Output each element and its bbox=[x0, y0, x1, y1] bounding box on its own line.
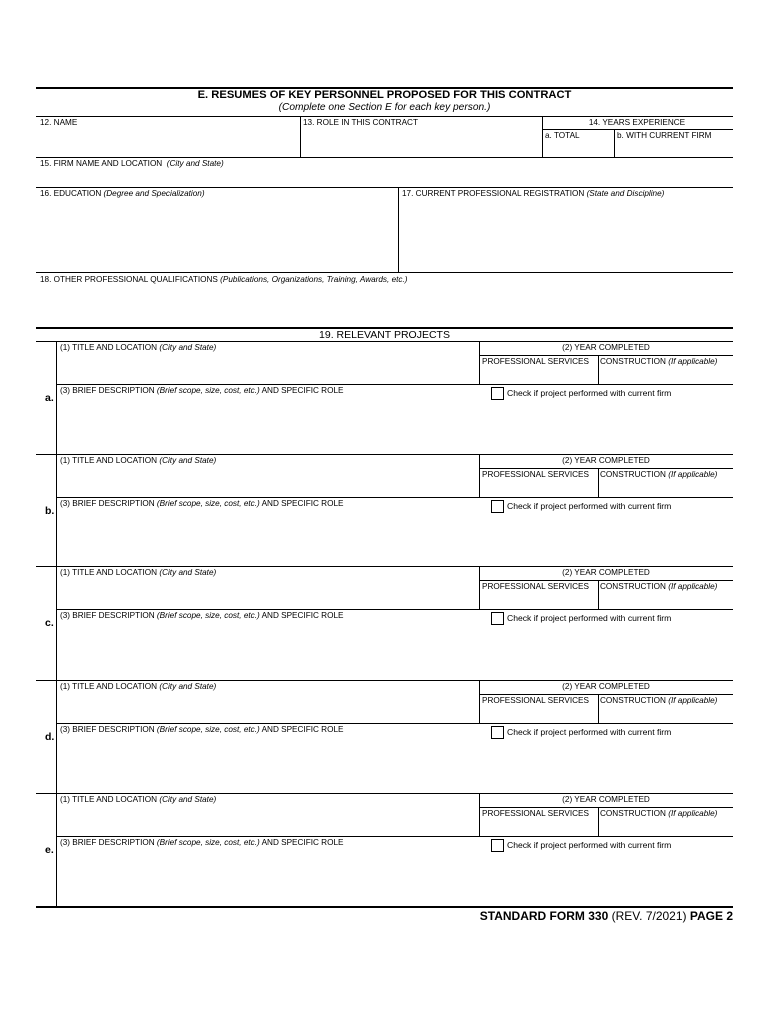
project-row-letter: a. bbox=[45, 392, 54, 404]
years-total-label: a. TOTAL bbox=[545, 131, 580, 140]
project-description-hint: (Brief scope, size, cost, etc.) bbox=[156, 725, 260, 734]
section-title: E. RESUMES OF KEY PERSONNEL PROPOSED FOR THIS CONTRACT bbox=[197, 89, 572, 101]
construction-year-field[interactable] bbox=[600, 707, 731, 722]
project-title-label bbox=[60, 795, 216, 805]
project-title-field[interactable] bbox=[58, 693, 476, 720]
construction-label-text: CONSTRUCTION bbox=[600, 696, 666, 705]
construction-hint: (If applicable) bbox=[668, 696, 718, 705]
project-title-label bbox=[60, 343, 216, 353]
construction-label bbox=[600, 470, 717, 480]
project-description-suffix: AND SPECIFIC ROLE bbox=[261, 386, 344, 395]
project-title-label-text: (1) TITLE AND LOCATION bbox=[60, 343, 158, 352]
name-label: 12. NAME bbox=[40, 118, 78, 127]
year-completed-label: (2) YEAR COMPLETED bbox=[562, 343, 650, 352]
project-title-field[interactable] bbox=[58, 467, 476, 494]
project-description-hint: (Brief scope, size, cost, etc.) bbox=[156, 499, 260, 508]
current-firm-check-label: Check if project performed with current firm bbox=[507, 388, 672, 398]
project-description-field[interactable] bbox=[58, 623, 731, 678]
construction-hint: (If applicable) bbox=[668, 357, 718, 366]
professional-services-label: PROFESSIONAL SERVICES bbox=[482, 470, 589, 479]
divider bbox=[56, 384, 733, 385]
form-footer: STANDARD FORM 330 (REV. 7/2021) PAGE 2 bbox=[479, 909, 733, 923]
construction-year-field[interactable] bbox=[600, 368, 731, 383]
divider bbox=[36, 341, 733, 342]
project-title-field[interactable] bbox=[58, 354, 476, 381]
project-description-field[interactable] bbox=[58, 737, 731, 791]
current-firm-check-label: Check if project performed with current firm bbox=[507, 727, 672, 737]
project-row-letter: d. bbox=[45, 731, 55, 743]
divider bbox=[479, 468, 733, 469]
current-firm-checkbox[interactable] bbox=[491, 612, 504, 625]
professional-services-year-field[interactable] bbox=[481, 820, 596, 835]
project-description-hint: (Brief scope, size, cost, etc.) bbox=[156, 838, 260, 847]
divider bbox=[598, 355, 599, 384]
divider bbox=[300, 116, 301, 157]
divider bbox=[598, 468, 599, 497]
project-title-label bbox=[60, 568, 216, 578]
current-firm-check-label: Check if project performed with current firm bbox=[507, 840, 672, 850]
registration-field[interactable] bbox=[400, 200, 731, 270]
divider bbox=[398, 187, 399, 272]
project-description-label bbox=[60, 386, 343, 396]
divider bbox=[36, 187, 733, 188]
project-description-suffix: AND SPECIFIC ROLE bbox=[261, 725, 344, 734]
project-description-label-text: (3) BRIEF DESCRIPTION bbox=[60, 838, 155, 847]
project-row-letter: c. bbox=[45, 617, 54, 629]
project-row-letter: e. bbox=[45, 844, 54, 856]
current-firm-checkbox[interactable] bbox=[491, 387, 504, 400]
project-title-label bbox=[60, 682, 216, 692]
years-experience-label: 14. YEARS EXPERIENCE bbox=[588, 118, 686, 127]
construction-label-text: CONSTRUCTION bbox=[600, 357, 666, 366]
construction-hint: (If applicable) bbox=[668, 809, 718, 818]
name-field[interactable] bbox=[38, 129, 298, 155]
year-completed-label: (2) YEAR COMPLETED bbox=[562, 456, 650, 465]
project-title-hint: (City and State) bbox=[159, 795, 217, 804]
current-firm-check-label: Check if project performed with current firm bbox=[507, 613, 672, 623]
project-row-divider bbox=[36, 454, 733, 455]
divider bbox=[479, 355, 733, 356]
divider bbox=[479, 807, 733, 808]
project-description-suffix: AND SPECIFIC ROLE bbox=[261, 499, 344, 508]
project-description-field[interactable] bbox=[58, 850, 731, 904]
project-title-hint: (City and State) bbox=[159, 682, 217, 691]
project-title-label-text: (1) TITLE AND LOCATION bbox=[60, 456, 158, 465]
current-firm-checkbox[interactable] bbox=[491, 726, 504, 739]
project-description-label bbox=[60, 725, 343, 735]
current-firm-checkbox[interactable] bbox=[491, 839, 504, 852]
construction-label-text: CONSTRUCTION bbox=[600, 809, 666, 818]
project-title-label-text: (1) TITLE AND LOCATION bbox=[60, 568, 158, 577]
divider bbox=[56, 497, 733, 498]
education-field[interactable] bbox=[38, 200, 396, 270]
divider bbox=[598, 807, 599, 836]
divider bbox=[479, 694, 733, 695]
project-description-hint: (Brief scope, size, cost, etc.) bbox=[156, 386, 260, 395]
year-completed-label: (2) YEAR COMPLETED bbox=[562, 568, 650, 577]
project-description-label-text: (3) BRIEF DESCRIPTION bbox=[60, 611, 155, 620]
project-description-field[interactable] bbox=[58, 511, 731, 564]
project-row-divider bbox=[36, 566, 733, 567]
professional-services-year-field[interactable] bbox=[481, 593, 596, 608]
other-qualifications-label: 18. OTHER PROFESSIONAL QUALIFICATIONS (Publications, Organizations, Training, Awards, etc.) bbox=[40, 275, 408, 284]
project-row-letter: b. bbox=[45, 505, 55, 517]
project-title-label-text: (1) TITLE AND LOCATION bbox=[60, 682, 158, 691]
construction-label-text: CONSTRUCTION bbox=[600, 582, 666, 591]
projects-heading: 19. RELEVANT PROJECTS bbox=[319, 329, 450, 341]
divider bbox=[542, 129, 733, 130]
professional-services-label: PROFESSIONAL SERVICES bbox=[482, 696, 589, 705]
project-description-label-text: (3) BRIEF DESCRIPTION bbox=[60, 725, 155, 734]
project-description-label bbox=[60, 838, 343, 848]
year-completed-label: (2) YEAR COMPLETED bbox=[562, 682, 650, 691]
construction-year-field[interactable] bbox=[600, 820, 731, 835]
section-subtitle: (Complete one Section E for each key person.) bbox=[278, 102, 491, 113]
current-firm-check-label: Check if project performed with current firm bbox=[507, 501, 672, 511]
project-title-field[interactable] bbox=[58, 806, 476, 833]
construction-label bbox=[600, 582, 717, 592]
professional-services-label: PROFESSIONAL SERVICES bbox=[482, 357, 589, 366]
construction-hint: (If applicable) bbox=[668, 582, 718, 591]
project-title-hint: (City and State) bbox=[159, 343, 217, 352]
years-current-firm-label: b. WITH CURRENT FIRM bbox=[617, 131, 712, 140]
project-description-hint: (Brief scope, size, cost, etc.) bbox=[156, 611, 260, 620]
professional-services-year-field[interactable] bbox=[481, 481, 596, 496]
construction-label bbox=[600, 809, 717, 819]
divider bbox=[36, 272, 733, 273]
project-description-label bbox=[60, 611, 343, 621]
project-description-label-text: (3) BRIEF DESCRIPTION bbox=[60, 499, 155, 508]
current-firm-checkbox[interactable] bbox=[491, 500, 504, 513]
project-description-label-text: (3) BRIEF DESCRIPTION bbox=[60, 386, 155, 395]
divider bbox=[598, 580, 599, 609]
role-field[interactable] bbox=[302, 129, 540, 155]
project-title-hint: (City and State) bbox=[159, 568, 217, 577]
divider bbox=[614, 129, 615, 157]
project-row-divider bbox=[36, 680, 733, 681]
professional-services-label: PROFESSIONAL SERVICES bbox=[482, 809, 589, 818]
bottom-border bbox=[36, 906, 733, 908]
other-qualifications-field[interactable] bbox=[38, 286, 731, 324]
project-description-suffix: AND SPECIFIC ROLE bbox=[261, 838, 344, 847]
project-description-suffix: AND SPECIFIC ROLE bbox=[261, 611, 344, 620]
role-label: 13. ROLE IN THIS CONTRACT bbox=[303, 118, 418, 127]
firm-field[interactable] bbox=[38, 170, 731, 186]
project-title-hint: (City and State) bbox=[159, 456, 217, 465]
divider bbox=[36, 157, 733, 158]
registration-label: 17. CURRENT PROFESSIONAL REGISTRATION (State and Discipline) bbox=[402, 189, 665, 198]
education-label: 16. EDUCATION (Degree and Specialization) bbox=[40, 189, 205, 198]
construction-label bbox=[600, 357, 717, 367]
divider bbox=[56, 609, 733, 610]
professional-services-year-field[interactable] bbox=[481, 368, 596, 383]
professional-services-label: PROFESSIONAL SERVICES bbox=[482, 582, 589, 591]
construction-label-text: CONSTRUCTION bbox=[600, 470, 666, 479]
divider bbox=[598, 694, 599, 723]
construction-hint: (If applicable) bbox=[668, 470, 718, 479]
professional-services-year-field[interactable] bbox=[481, 707, 596, 722]
project-description-label bbox=[60, 499, 343, 509]
project-row-divider bbox=[36, 793, 733, 794]
project-title-label bbox=[60, 456, 216, 466]
divider bbox=[479, 580, 733, 581]
years-current-firm-field[interactable] bbox=[616, 141, 732, 156]
project-description-field[interactable] bbox=[58, 398, 731, 452]
divider bbox=[56, 723, 733, 724]
divider bbox=[56, 836, 733, 837]
construction-year-field[interactable] bbox=[600, 593, 731, 608]
years-total-field[interactable] bbox=[544, 141, 612, 156]
project-title-label-text: (1) TITLE AND LOCATION bbox=[60, 795, 158, 804]
divider bbox=[36, 116, 733, 117]
construction-year-field[interactable] bbox=[600, 481, 731, 496]
project-title-field[interactable] bbox=[58, 579, 476, 606]
firm-label: 15. FIRM NAME AND LOCATION (City and State) bbox=[40, 159, 224, 168]
construction-label bbox=[600, 696, 717, 706]
letter-column-border bbox=[56, 341, 57, 907]
year-completed-label: (2) YEAR COMPLETED bbox=[562, 795, 650, 804]
